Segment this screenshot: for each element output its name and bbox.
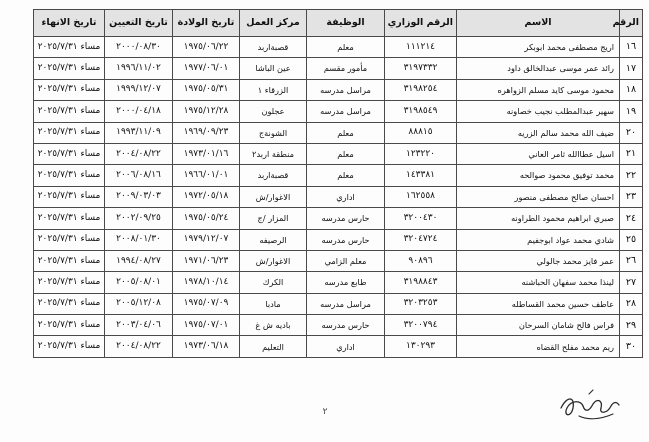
cell-end-date: مساء ٢٠٢٥/٧/٣١ — [34, 336, 105, 357]
table-row — [34, 143, 643, 164]
table-row — [34, 208, 643, 229]
cell-appointment-date: ١٩٩٣/١١/٠٩ — [105, 122, 173, 143]
table-row — [34, 293, 643, 314]
table-row — [34, 165, 643, 186]
cell-end-date: مساء ٢٠٢٥/٧/٣١ — [34, 186, 105, 207]
cell-ministerial-number: ١٦٢٥٥٨ — [385, 186, 457, 207]
header-ministerial-number: الرقم الوزاري — [385, 10, 457, 37]
table-row — [34, 272, 643, 293]
cell-job: مراسل مدرسه — [307, 293, 385, 314]
cell-seq: ٢٠ — [620, 122, 643, 143]
table-row — [34, 250, 643, 271]
cell-seq: ١٩ — [620, 101, 643, 122]
cell-ministerial-number: ٣١٩٨٥٤٩ — [385, 101, 457, 122]
cell-appointment-date: ٢٠٠٢/٠٩/٢٥ — [105, 208, 173, 229]
cell-job: معلم — [307, 143, 385, 164]
cell-seq: ٢٩ — [620, 315, 643, 336]
cell-workplace: التعليم — [240, 336, 307, 357]
cell-workplace: الكرك — [240, 272, 307, 293]
cell-birth-date: ١٩٧٥/١٢/٢٨ — [173, 101, 240, 122]
employees-table — [33, 9, 643, 358]
cell-workplace: الاغوار/ش — [240, 250, 307, 271]
cell-birth-date: ١٩٧٥/٠٥/٣١ — [173, 79, 240, 100]
cell-seq: ٢٨ — [620, 293, 643, 314]
cell-name: محمود موسى كايد مسلم الزواهره — [457, 79, 620, 100]
cell-name: فراس فالح شامان السرحان — [457, 315, 620, 336]
cell-name: عاطف حسين محمد القساطله — [457, 293, 620, 314]
cell-name: ضيف الله محمد سالم الزريه — [457, 122, 620, 143]
cell-name: شادي محمد عواد ابوجفيم — [457, 229, 620, 250]
cell-ministerial-number: ١٤٣٣٨١ — [385, 165, 457, 186]
cell-ministerial-number: ٣٢٠٠٤٣٠ — [385, 208, 457, 229]
cell-job: مأمور مقسم — [307, 58, 385, 79]
cell-job: مراسل مدرسه — [307, 101, 385, 122]
cell-ministerial-number: ٣٢٠٠٧٩٤ — [385, 315, 457, 336]
cell-appointment-date: ٢٠٠٤/٠٨/٢٢ — [105, 143, 173, 164]
cell-end-date: مساء ٢٠٢٥/٧/٣١ — [34, 250, 105, 271]
table-row — [34, 37, 643, 58]
cell-end-date: مساء ٢٠٢٥/٧/٣١ — [34, 143, 105, 164]
cell-workplace: الشونةج — [240, 122, 307, 143]
cell-appointment-date: ٢٠٠٠/٠٨/٣٠ — [105, 37, 173, 58]
table-row — [34, 58, 643, 79]
cell-appointment-date: ٢٠٠٦/٠٨/١٦ — [105, 165, 173, 186]
cell-end-date: مساء ٢٠٢٥/٧/٣١ — [34, 58, 105, 79]
cell-ministerial-number: ١٣٠٢٩٣ — [385, 336, 457, 357]
cell-job: معلم الزامي — [307, 250, 385, 271]
cell-appointment-date: ٢٠٠٠/٠٤/١٨ — [105, 101, 173, 122]
table-row — [34, 336, 643, 357]
cell-job: معلم — [307, 37, 385, 58]
cell-job: حارس مدرسه — [307, 229, 385, 250]
cell-ministerial-number: ١٢٣٢٢٠ — [385, 143, 457, 164]
cell-birth-date: ١٩٧٩/١٢/٠٧ — [173, 229, 240, 250]
cell-seq: ٢٤ — [620, 208, 643, 229]
cell-name: سهير عبدالمطلب نجيب خصاونه — [457, 101, 620, 122]
cell-name: ريم محمد مفلح القضاه — [457, 336, 620, 357]
page-number: ٢ — [322, 407, 328, 417]
cell-ministerial-number: ٣١٩٧٣٣٢ — [385, 58, 457, 79]
cell-end-date: مساء ٢٠٢٥/٧/٣١ — [34, 208, 105, 229]
cell-workplace: قصبةاربد — [240, 37, 307, 58]
cell-name: محمد توفيق محمود صوالحه — [457, 165, 620, 186]
cell-end-date: مساء ٢٠٢٥/٧/٣١ — [34, 229, 105, 250]
cell-name: اريج مصطفى محمد ابوبكر — [457, 37, 620, 58]
cell-ministerial-number: ٩٠٨٩٦ — [385, 250, 457, 271]
cell-seq: ١٧ — [620, 58, 643, 79]
cell-name: احسان صالح مصطفى منصور — [457, 186, 620, 207]
cell-birth-date: ١٩٧٧/٠٦/٠١ — [173, 58, 240, 79]
cell-seq: ٢٦ — [620, 250, 643, 271]
cell-job: معلم — [307, 165, 385, 186]
header-end-date: تاريخ الانهاء — [34, 10, 105, 37]
cell-appointment-date: ١٩٩٦/١١/٠٢ — [105, 58, 173, 79]
cell-birth-date: ١٩٧٥/٠٥/٢٤ — [173, 208, 240, 229]
cell-birth-date: ١٩٧٥/٠٧/٠١ — [173, 315, 240, 336]
cell-appointment-date: ٢٠٠٤/٠٨/٢٢ — [105, 336, 173, 357]
cell-job: مراسل مدرسه — [307, 79, 385, 100]
cell-ministerial-number: ٨٨٨١٥ — [385, 122, 457, 143]
cell-ministerial-number: ١١١٢١٤ — [385, 37, 457, 58]
cell-job: معلم — [307, 122, 385, 143]
cell-job: اداري — [307, 186, 385, 207]
cell-end-date: مساء ٢٠٢٥/٧/٣١ — [34, 315, 105, 336]
cell-end-date: مساء ٢٠٢٥/٧/٣١ — [34, 293, 105, 314]
cell-job: اداري — [307, 336, 385, 357]
cell-seq: ٢٧ — [620, 272, 643, 293]
cell-name: صبري ابراهيم محمود الطراونه — [457, 208, 620, 229]
cell-workplace: الرصيفه — [240, 229, 307, 250]
cell-name: اسيل عطاالله ثامر العاني — [457, 143, 620, 164]
cell-workplace: عين الباشا — [240, 58, 307, 79]
cell-job: طابع مدرسه — [307, 272, 385, 293]
cell-name: لينذا محمد سفهان الحباشنه — [457, 272, 620, 293]
table-row — [34, 122, 643, 143]
cell-birth-date: ١٩٦٩/٠٩/٢٣ — [173, 122, 240, 143]
cell-seq: ٢٢ — [620, 165, 643, 186]
cell-workplace: قصبةاربد — [240, 165, 307, 186]
cell-birth-date: ١٩٧٥/٠٧/٠٩ — [173, 293, 240, 314]
cell-end-date: مساء ٢٠٢٥/٧/٣١ — [34, 165, 105, 186]
table-body — [34, 37, 643, 358]
cell-seq: ٣٠ — [620, 336, 643, 357]
cell-end-date: مساء ٢٠٢٥/٧/٣١ — [34, 79, 105, 100]
cell-workplace: عجلون — [240, 101, 307, 122]
signature-mark — [553, 386, 625, 426]
cell-appointment-date: ١٩٩٤/٠٨/٢٧ — [105, 250, 173, 271]
cell-appointment-date: ٢٠٠٨/٠١/٣٠ — [105, 229, 173, 250]
header-appointment-date: تاريخ التعيين — [105, 10, 173, 37]
cell-birth-date: ١٩٧٣/٠٦/١٨ — [173, 336, 240, 357]
header-workplace: مركز العمل — [240, 10, 307, 37]
cell-name: رائد عمر موسى عبدالخالق داود — [457, 58, 620, 79]
table-header-row — [34, 10, 643, 37]
cell-birth-date: ١٩٧٨/١٠/١٤ — [173, 272, 240, 293]
cell-birth-date: ١٩٧١/٠٦/٢٣ — [173, 250, 240, 271]
cell-birth-date: ١٩٧٥/٠٦/٢٢ — [173, 37, 240, 58]
table-row — [34, 101, 643, 122]
cell-ministerial-number: ٣١٩٨٨٤٣ — [385, 272, 457, 293]
cell-seq: ١٦ — [620, 37, 643, 58]
table-row — [34, 79, 643, 100]
cell-ministerial-number: ٣١٩٨٢٥٤ — [385, 79, 457, 100]
cell-name: عمر فايز محمد جالولي — [457, 250, 620, 271]
cell-end-date: مساء ٢٠٢٥/٧/٣١ — [34, 122, 105, 143]
header-birth-date: تاريخ الولادة — [173, 10, 240, 37]
cell-job: حارس مدرسه — [307, 208, 385, 229]
cell-appointment-date: ٢٠٠٥/١٢/٠٨ — [105, 293, 173, 314]
cell-workplace: الاغوار/ش — [240, 186, 307, 207]
cell-seq: ٢٣ — [620, 186, 643, 207]
cell-job: حارس مدرسه — [307, 315, 385, 336]
header-name: الاسم — [457, 10, 620, 37]
cell-end-date: مساء ٢٠٢٥/٧/٣١ — [34, 37, 105, 58]
header-seq: الرقم — [620, 10, 643, 37]
cell-seq: ١٨ — [620, 79, 643, 100]
cell-birth-date: ١٩٧٢/٠٥/١٨ — [173, 186, 240, 207]
cell-seq: ٢١ — [620, 143, 643, 164]
cell-end-date: مساء ٢٠٢٥/٧/٣١ — [34, 101, 105, 122]
cell-seq: ٢٥ — [620, 229, 643, 250]
cell-workplace: باديه ش غ — [240, 315, 307, 336]
cell-workplace: منطقة اربد٢ — [240, 143, 307, 164]
table-row — [34, 186, 643, 207]
cell-appointment-date: ٢٠٠٣/٠٤/٠٦ — [105, 315, 173, 336]
cell-ministerial-number: ٣٢٠٣٢٥٣ — [385, 293, 457, 314]
header-job: الوظيفة — [307, 10, 385, 37]
cell-workplace: المزار /ج — [240, 208, 307, 229]
cell-appointment-date: ٢٠٠٩/٠٣/٠٣ — [105, 186, 173, 207]
cell-appointment-date: ٢٠٠٥/٠٨/٠١ — [105, 272, 173, 293]
table-row — [34, 229, 643, 250]
cell-end-date: مساء ٢٠٢٥/٧/٣١ — [34, 272, 105, 293]
table-row — [34, 315, 643, 336]
cell-birth-date: ١٩٧٣/٠١/١٦ — [173, 143, 240, 164]
cell-workplace: الزرقاء ١ — [240, 79, 307, 100]
cell-appointment-date: ١٩٩٩/١٢/٠٧ — [105, 79, 173, 100]
cell-ministerial-number: ٣٢٠٤٧٢٤ — [385, 229, 457, 250]
cell-workplace: مادبا — [240, 293, 307, 314]
cell-birth-date: ١٩٦٦/٠١/٠١ — [173, 165, 240, 186]
